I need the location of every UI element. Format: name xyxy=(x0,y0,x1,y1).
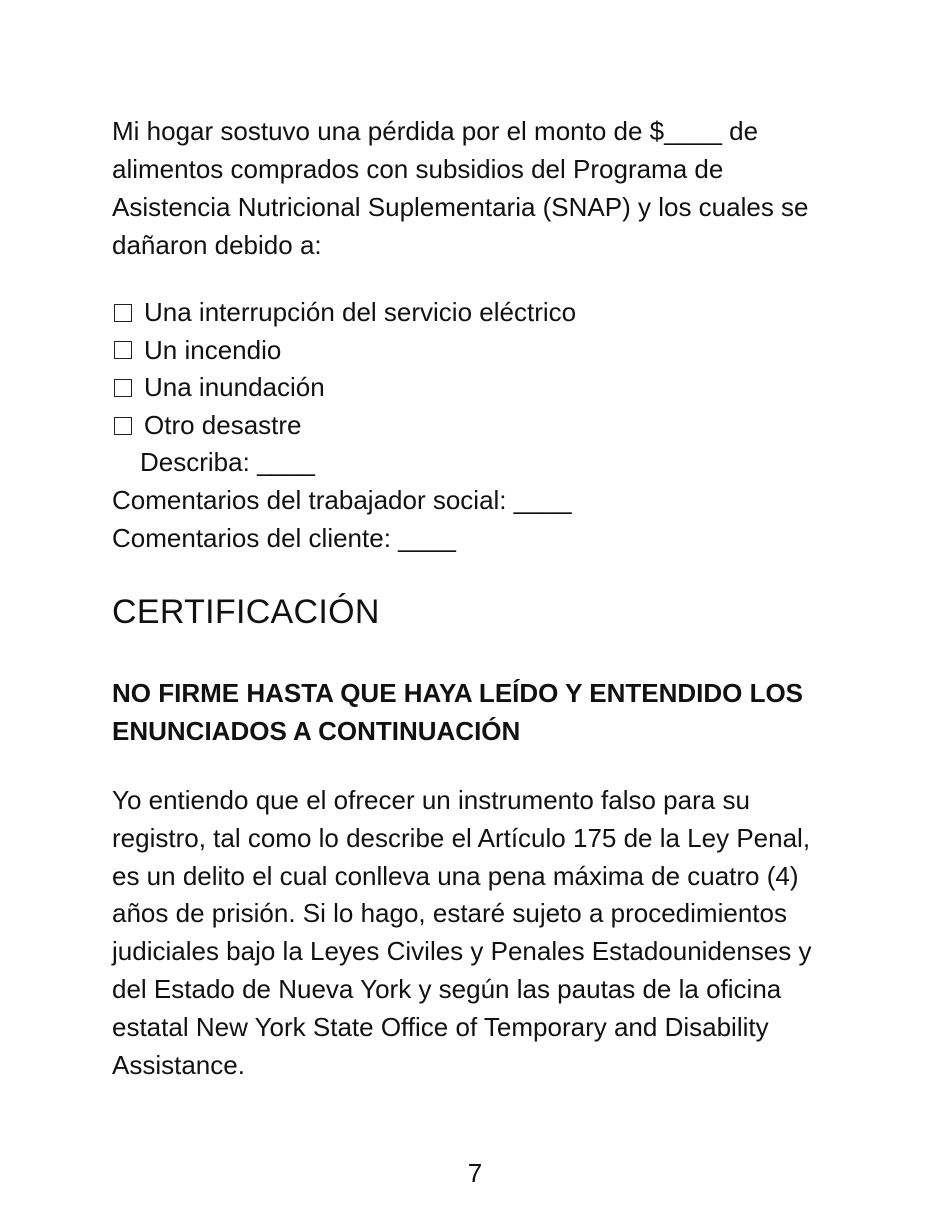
fire-checkbox[interactable] xyxy=(114,341,132,359)
certification-statement: Yo entiendo que el ofrecer un instrumento falso para su registro, tal como lo describe el Artículo 175 de la Ley Penal, es un delito el cual conlleva una pena máxima de cuatro (4) años de prisión. Si lo hago, estaré sujeto a procedimientos judiciales bajo la Leyes Civiles y Penales Estadounidenses y del Estado de Nueva York y según las pautas de la oficina estatal New York State Office of Temporary and Disability Assistance. xyxy=(112,785,812,1080)
document-page xyxy=(112,0,842,1230)
certification-heading: CERTIFICACIÓN xyxy=(112,593,380,631)
option-fire[interactable] xyxy=(112,332,842,370)
do-not-sign-warning: NO FIRME HASTA QUE HAYA LEÍDO Y ENTENDIDO LOS ENUNCIADOS A CONTINUACIÓN xyxy=(112,678,804,746)
other-disaster-checkbox[interactable] xyxy=(114,417,132,435)
loss-cause-options xyxy=(112,294,842,557)
caseworker-comments-label: Comentarios del trabajador social: xyxy=(112,484,507,515)
client-comments-field[interactable]: ____ xyxy=(398,522,456,553)
flood-checkbox[interactable] xyxy=(114,379,132,397)
client-comments-row xyxy=(112,520,842,558)
page-number: 7 xyxy=(467,1158,483,1188)
loss-amount-statement: Mi hogar sostuvo una pérdida por el monto de $____ de alimentos comprados con subsidios del Programa de Asistencia Nutricional Suplementaria (SNAP) y los cuales se dañaron debido a: xyxy=(112,116,809,260)
option-label: Una interrupción del servicio eléctrico xyxy=(144,297,577,327)
power-outage-checkbox[interactable] xyxy=(114,304,132,322)
client-comments-label: Comentarios del cliente: xyxy=(112,522,391,553)
option-flood[interactable] xyxy=(112,369,842,407)
describe-row xyxy=(112,444,842,482)
option-label: Otro desastre xyxy=(144,409,302,440)
option-power-outage[interactable] xyxy=(112,294,842,332)
describe-label: Describa: xyxy=(140,447,250,478)
option-other-disaster[interactable] xyxy=(112,407,842,445)
describe-field[interactable]: ____ xyxy=(257,447,315,478)
caseworker-comments-row xyxy=(112,482,842,520)
option-label: Una inundación xyxy=(144,372,325,403)
option-label: Un incendio xyxy=(144,334,282,365)
caseworker-comments-field[interactable]: ____ xyxy=(513,484,572,515)
